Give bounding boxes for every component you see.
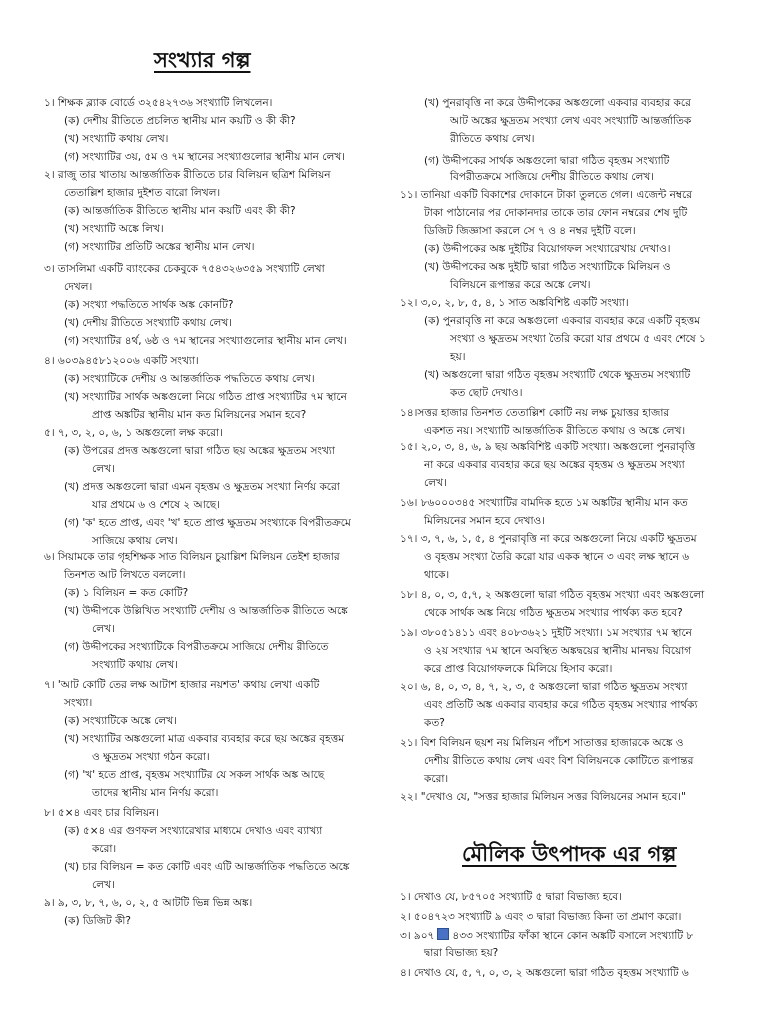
question-line: ১৫। ২,০, ৩, ৪, ৬, ৯ ছয় অঙ্কবিশিষ্ট একটি সংখ্যা। অঙ্কগুলো পুনরাবৃত্তি — [400, 441, 696, 453]
line-text: ২। ৫০৪৭২৩ সংখ্যাটি ৯ এবং ৩ দ্বারা বিভাজ্য কিনা তা প্রমাণ করো। — [400, 911, 682, 923]
question-line: লেখ। — [92, 463, 115, 475]
question-line: করো। — [424, 773, 449, 785]
question-line: (ক) সংখ্যা পদ্ধতিতে সার্থক অঙ্ক কোনটি? — [64, 299, 234, 311]
question-line: (গ) 'খ' হতে প্রাপ্ত, বৃহত্তম সংখ্যাটির যে সকল সার্থক অঙ্ক আছে — [64, 769, 325, 781]
question-line: (গ) সংখ্যাটির প্রতিটি অঙ্কের স্থানীয় মান লেখ। — [64, 241, 255, 253]
question-line: ৫। ৭, ৩, ২, ০, ৬, ১ অঙ্কগুলো লক্ষ করো। — [44, 427, 223, 439]
question-line: বিলিয়নে রূপান্তর করে অঙ্কে লেখ। — [450, 279, 591, 291]
question-line: সাজিয়ে কথায় লেখ। — [92, 535, 178, 547]
prime-question-line — [400, 928, 693, 943]
question-line: যার প্রথমে ৬ ও শেষে ২ আছে। — [92, 499, 221, 511]
question-line: (ক) পুনরাবৃত্তি না করে অঙ্কগুলো একবার ব্যবহার করে একটি বৃহত্তম — [424, 315, 701, 327]
question-line: ১৬। ৮৬০০০৩৪৫ সংখ্যাটির বামদিক হতে ১ম অঙ্কটির স্থানীয় মান কত — [400, 497, 688, 509]
question-line: (খ) সংখ্যাটি কথায় লেখ। — [64, 133, 169, 145]
question-line: ১৯। ৩৮০৫১৪১১ এবং ৪০৮৩৬২১ দুইটি সংখ্যা। ১ম সংখ্যার ৭ম স্থানে — [400, 627, 692, 639]
question-line: কত ছোট দেখাও। — [450, 387, 523, 399]
question-line: ১৭। ৩, ৭, ৬, ১, ৫, ৪ পুনরাবৃত্তি না করে অঙ্কগুলো নিয়ে একটি ক্ষুদ্রতম — [400, 533, 697, 545]
question-line: লেখ। — [92, 623, 115, 635]
question-line: (গ) উদ্দীপকের সংখ্যাটিকে বিপরীতক্রমে সাজিয়ে দেশীয় রীতিতে — [64, 641, 329, 653]
question-line: (ক) সংখ্যাটিকে দেশীয় ও আন্তর্জাতিক পদ্ধতিতে কথায় লেখ। — [64, 373, 315, 385]
question-line: তাদের স্থানীয় মান নির্ণয় করো। — [92, 787, 219, 799]
line-text: ৩। ৯০৭ — [400, 930, 435, 942]
question-line: তিনশত আট লিখতে বললো। — [64, 569, 186, 581]
question-line: প্রাপ্ত অঙ্কটির স্থানীয় মান কত মিলিয়নের সমান হবে? — [92, 409, 307, 421]
question-line: সংখ্যাটি কথায় লেখ। — [92, 659, 178, 671]
question-line: (খ) চার বিলিয়ন = কত কোটি এবং এটি আন্তর্জাতিক পদ্ধতিতে অঙ্কে — [64, 861, 350, 873]
question-line: ৯। ৯, ৩, ৮, ৭, ৬, ০, ২, ৫ আটটি ভিন্ন ভিন্ন অঙ্ক। — [44, 897, 253, 909]
question-line: টাকা পাঠানোর পর দোকানদার তাকে তার ফোন নম্বরের শেষ দুটি — [424, 207, 688, 219]
prime-question-line — [424, 946, 498, 960]
section-title-number-story: সংখ্যার গল্প — [154, 48, 251, 72]
line-text: ৪৩৩ সংখ্যাটির ফাঁকা স্থানে কোন অঙ্কটি বসালে সংখ্যাটি ৮ — [452, 930, 694, 942]
question-line: ৭। 'আট কোটি তের লক্ষ আটাশ হাজার নয়শত' কথায় লেখা একটি — [44, 679, 320, 691]
question-line: (ক) উদ্দীপকের অঙ্ক দুইটির বিয়োগফল সংখ্যারেখায় দেখাও। — [424, 243, 671, 255]
question-line: (গ) সংখ্যাটির ৪র্থ, ৬ষ্ঠ ও ৭ম স্থানের সংখ্যাগুলোর স্থানীয় মান লেখ। — [64, 335, 347, 347]
question-line: রীতিতে কথায় লেখ। — [450, 133, 535, 145]
question-line: (খ) সংখ্যাটির সার্থক অঙ্কগুলো নিয়ে গঠিত প্রাপ্ত সংখ্যাটির ৭ম স্থানে — [64, 391, 347, 403]
question-line: বিপরীতক্রমে সাজিয়ে দেশীয় রীতিতে কথায় লেখ। — [450, 171, 654, 183]
question-line: করো। — [92, 843, 117, 855]
question-line: একশত নয়। সংখ্যাটি আন্তর্জাতিক রীতিতে কথায় ও অঙ্কে লেখ। — [424, 425, 686, 437]
question-line: (খ) প্রদত্ত অঙ্কগুলো দ্বারা এমন বৃহত্তম ও ক্ষুদ্রতম সংখ্যা নির্ণয় করো — [64, 481, 340, 493]
question-line: ডিজিট জিজ্ঞাসা করলে সে ৭ ও ৪ নম্বর দুইটি বলে। — [424, 225, 636, 237]
question-line: (ক) সংখ্যাটিকে অঙ্কে লেখ। — [64, 715, 177, 727]
question-line: (খ) সংখ্যাটির অঙ্কগুলো মাত্র একবার ব্যবহার করে ছয় অঙ্কের বৃহত্তম — [64, 733, 345, 745]
question-line: (খ) উদ্দীপকের অঙ্ক দুইটি দ্বারা গঠিত সংখ্যাটিকে মিলিয়ন ও — [424, 261, 671, 273]
question-line: ৩। তাসলিমা একটি ব্যাংকের চেকবুকে ৭৫৪৩২৬৩৫৯ সংখ্যাটি লেখা — [44, 263, 325, 275]
question-line: তেতাল্লিশ হাজার দুইশত বারো লিখল। — [64, 187, 221, 199]
prime-question-line — [400, 890, 622, 904]
question-line: এবং প্রতিটি অঙ্ক একবার ব্যবহার করে গঠিত বৃহত্তম সংখ্যার পার্থক্য — [424, 699, 698, 711]
question-line: (গ) উদ্দীপকের সার্থক অঙ্কগুলো দ্বারা গঠিত বৃহত্তম সংখ্যাটি — [424, 155, 670, 167]
section-title-prime-factor-story: মৌলিক উৎপাদক এর গল্প — [462, 842, 677, 866]
question-line: লেখ। — [92, 879, 115, 891]
question-line: ও বৃহত্তম সংখ্যা তৈরি করো যার একক স্থানে ৩ এবং লক্ষ স্থানে ৬ — [424, 551, 690, 563]
question-line: না করে একবার ব্যবহার করে ছয় অঙ্কের বৃহত্তম ও ক্ষুদ্রতম সংখ্যা — [424, 459, 685, 471]
question-line: (ক) দেশীয় রীতিতে প্রচলিত স্থানীয় মান কয়টি ও কী কী? — [64, 115, 296, 127]
question-line: (গ) সংখ্যাটির ৩য়, ৫ম ও ৭ম স্থানের সংখ্যাগুলোর স্থানীয় মান লেখ। — [64, 151, 345, 163]
question-line: (ক) ১ বিলিয়ন = কত কোটি? — [64, 587, 189, 599]
question-line: ১১। তানিয়া একটি বিকাশের দোকানে টাকা তুলতে গেল। এজেন্ট নম্বরে — [400, 189, 693, 201]
question-line: (গ) 'ক' হতে প্রাপ্ত, এবং 'খ' হতে প্রাপ্ত ক্ষুদ্রতম সংখ্যাকে বিপরীতক্রমে — [64, 517, 351, 529]
prime-question-line — [400, 966, 689, 980]
question-line: ১৪।সত্তর হাজার তিনশত তেতাল্লিশ কোটি নয় লক্ষ চুয়াত্তর হাজার — [400, 407, 670, 419]
question-line: ৪। ৬০৩৯৪৫৮১২০০৬ একটি সংখ্যা। — [44, 355, 199, 367]
line-text: ৪। দেখাও যে, ৫, ৭, ০, ৩, ২ অঙ্কগুলো দ্বারা গঠিত বৃহত্তম সংখ্যাটি ৬ — [400, 967, 689, 979]
question-line: করে প্রাপ্ত বিয়োগফলকে মিলিয়ে হিসাব করো। — [424, 663, 613, 675]
question-line: ও ২য় সংখ্যার ৭ম স্থানে অবস্থিত অঙ্কদ্বয়ের স্থানীয় মানদ্বয় বিয়োগ — [424, 645, 692, 657]
question-line: (খ) সংখ্যাটি অঙ্কে লিখ। — [64, 223, 164, 235]
prime-question-line — [400, 910, 681, 924]
question-line: ৬। সিয়ামকে তার গৃহশিক্ষক সাত বিলিয়ন চুয়াল্লিশ মিলিয়ন তেইশ হাজার — [44, 551, 340, 563]
question-line: ১২। ৩,০, ২, ৮, ৫, ৪, ১ সাত অঙ্কবিশিষ্ট একটি সংখ্যা। — [400, 297, 629, 309]
question-line: (খ) পুনরাবৃত্তি না করে উদ্দীপকের অঙ্কগুলো একবার ব্যবহার করে — [424, 97, 691, 109]
question-line: লেখ। — [424, 477, 447, 489]
question-line: (খ) অঙ্কগুলো দ্বারা গঠিত বৃহত্তম সংখ্যাটি থেকে ক্ষুদ্রতম সংখ্যাটি — [424, 369, 691, 381]
question-line: ১৮। ৪, ০, ৩, ৫,৭, ২ অঙ্কগুলো দ্বারা গঠিত বৃহত্তম সংখ্যা এবং অঙ্কগুলো — [400, 589, 705, 601]
question-line: ৮। ৫×৪ এবং চার বিলিয়ন। — [44, 807, 160, 819]
line-text: ১। দেখাও যে, ৮৫৭০৫ সংখ্যাটি ৫ দ্বারা বিভাজ্য হবে। — [400, 891, 623, 903]
question-line: দেশীয় রীতিতে কথায় লেখ এবং বিশ বিলিয়নকে কোটিতে রূপান্তর — [424, 755, 694, 767]
question-line: (খ) দেশীয় রীতিতে সংখ্যাটি কথায় লেখ। — [64, 317, 232, 329]
question-line: ২২। "দেখাও যে, "সত্তর হাজার মিলিয়ন সত্তর বিলিয়নের সমান হবে।" — [400, 791, 686, 803]
question-line: হয়। — [450, 351, 466, 363]
line-text: দ্বারা বিভাজ্য হয়? — [424, 947, 499, 959]
question-line: ২১। বিশ বিলিয়ন ছয়শ নয় মিলিয়ন পাঁচশ সাতাত্তর হাজারকে অঙ্কে ও — [400, 737, 684, 749]
blank-box-icon — [437, 928, 449, 940]
question-line: ১। শিক্ষক ব্ল্যাক বোর্ডে ৩২৫৪২৭৩৬ সংখ্যাটি লিখলেন। — [44, 97, 273, 109]
question-line: (ক) আন্তর্জাতিক রীতিতে স্থানীয় মান কয়টি এবং কী কী? — [64, 205, 296, 217]
question-line: মিলিয়নের সমান হবে দেখাও। — [424, 515, 545, 527]
question-line: ২০। ৬, ৪, ০, ৩, ৪, ৭, ২, ৩, ৫ অঙ্কগুলো দ্বারা গঠিত ক্ষুদ্রতম সংখ্যা — [400, 681, 688, 693]
question-line: দেখল। — [64, 281, 93, 293]
question-line: (ক) উপরের প্রদত্ত অঙ্কগুলো দ্বারা গঠিত ছয় অঙ্কের ক্ষুদ্রতম সংখ্যা — [64, 445, 335, 457]
question-line: ২। রাজু তার খাতায় আন্তর্জাতিক রীতিতে চার বিলিয়ন ছত্রিশ মিলিয়ন — [44, 169, 331, 181]
question-line: ও ক্ষুদ্রতম সংখ্যা গঠন করো। — [92, 751, 210, 763]
question-line: (ক) ৫×৪ এর গুণফল সংখ্যারেখার মাধ্যমে দেখাও এবং ব্যাখ্যা — [64, 825, 323, 837]
question-line: থাকে। — [424, 569, 450, 581]
question-line: কত? — [424, 717, 445, 729]
question-line: (ক) ডিজিট কী? — [64, 915, 131, 927]
question-line: আট অঙ্কের ক্ষুদ্রতম সংখ্যা লেখ এবং সংখ্যাটি আন্তর্জাতিক — [450, 115, 692, 127]
question-line: সংখ্যা। — [64, 697, 93, 709]
question-line: থেকে সার্থক অঙ্ক নিয়ে গঠিত ক্ষুদ্রতম সংখ্যার পার্থক্য কত হবে? — [424, 607, 683, 619]
question-line: (খ) উদ্দীপকে উল্লিখিত সংখ্যাটি দেশীয় ও আন্তর্জাতিক রীতিতে অঙ্কে — [64, 605, 348, 617]
question-line: সংখ্যা ও ক্ষুদ্রতম সংখ্যা তৈরি করো যার প্রথমে ৫ এবং শেষে ১ — [450, 333, 706, 345]
